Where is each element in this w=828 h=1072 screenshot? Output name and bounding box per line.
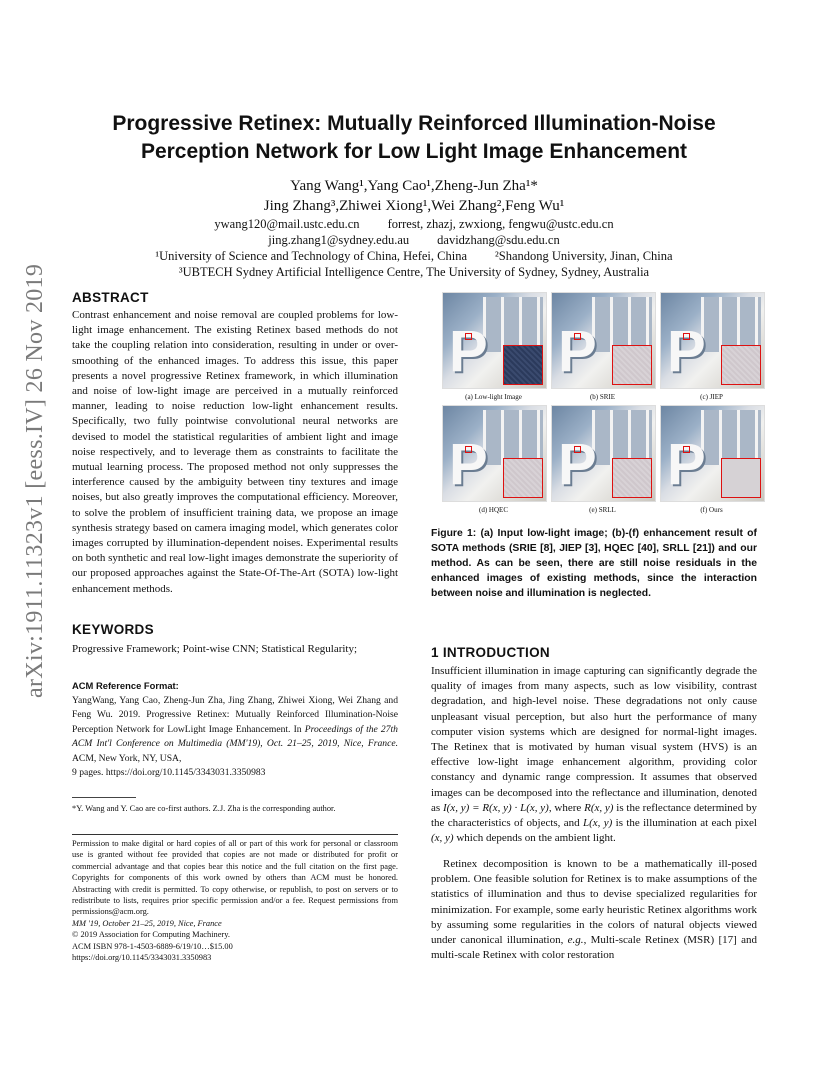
figure-image-srie: P xyxy=(551,292,656,389)
title-line-2: Perception Network for Low Light Image Enhancement xyxy=(140,140,688,163)
acm-reference-authors: YangWang, Yang Cao, Zheng-Jun Zha, Jing Zhang, Zhiwei Xiong, Wei Zhang and Feng Wu. 2019. Progressive Retinex: Mutually Reinforced Illumination-Noise Perception Network for LowLight Image Enhancement. In xyxy=(72,695,398,735)
figure-label-f: (f) Ours xyxy=(700,506,723,514)
authors-line-2: Jing Zhang³,Zhiwei Xiong¹,Wei Zhang²,Feng Wu¹ xyxy=(263,198,565,214)
figure-panel-d xyxy=(442,405,545,516)
figure-row-2 xyxy=(442,405,768,516)
figure-panel-c xyxy=(660,292,763,403)
paper-title xyxy=(60,110,768,166)
authors-line-1: Yang Wang¹,Yang Cao¹,Zheng-Jun Zha¹* xyxy=(290,178,538,194)
permission-rule xyxy=(72,834,398,835)
permission-venue: MM '19, October 21–25, 2019, Nice, France xyxy=(72,918,222,928)
figure-row-1 xyxy=(442,292,768,403)
email-jzhang: jing.zhang1@sydney.edu.au xyxy=(268,233,410,247)
keywords-heading: KEYWORDS xyxy=(72,622,154,637)
email-dzhang: davidzhang@sdu.edu.cn xyxy=(437,233,560,247)
figure-image-low-light: P xyxy=(442,292,547,389)
permission-isbn: ACM ISBN 978-1-4503-6889-6/19/10…$15.00 xyxy=(72,941,233,951)
emails-line-2 xyxy=(70,232,758,248)
footnote-rule xyxy=(72,797,136,798)
abstract-heading: ABSTRACT xyxy=(72,290,149,305)
keywords-text: Progressive Framework; Point-wise CNN; Statistical Regularity; xyxy=(72,643,358,655)
affiliations xyxy=(60,248,768,280)
figure-label-c: (c) JIEP xyxy=(700,393,723,401)
affiliation-line-2: ³UBTECH Sydney Artificial Intelligence Centre, The University of Sydney, Sydney, Australia xyxy=(178,265,650,279)
email-ustc-group: forrest, zhazj, zwxiong, fengwu@ustc.edu.cn xyxy=(387,217,614,231)
introduction-paragraph-1: Insufficient illumination in image capturing can significantly degrade the quality of images from many aspects, such as low visibility, contrast degradation, and high-level noise. These degradations not only cause unpleasant visual perception, but also hurt the performance of many computer vision systems which are designed for normal-light images. The Retinex that is motivated by human visual system (HVS) is an effective low-light image enhancement algorithm, providing color constancy and dynamic range compression. It assumes that observed images can be decomposed into the reflectance and illumination, denoted as I(x, y) = R(x, y) · L(x, y), where R(x, y) is the reflectance determined by the characteristics of objects, and L(x, y) is the illumination at each pixel (x, y) which depends on the ambient light. xyxy=(431,665,757,845)
permission-text: Permission to make digital or hard copies of all or part of this work for personal or classroom use is granted without fee provided that copies are not made or distributed for profit or commercial advantage and that copies bear this notice and the full citation on the first page. Copyrights for components of this work owned by others than ACM must be honored. Abstracting with credit is permitted. To copy otherwise, or republish, to post on servers or to redistribute to lists, requires prior specific permission and/or a fee. Request permissions from permissions@acm.org. xyxy=(72,839,398,917)
figure-panel-e xyxy=(551,405,654,516)
abstract-text: Contrast enhancement and noise removal are coupled problems for low-light image enhancement. The existing Retinex based methods do not take the coupling relation into consideration, resulting in under or over-smoothing of the enhanced images. To address this issue, this paper presents a novel progressive Retinex framework, in which illumination and noise of low-light image are perceived in a mutually reinforced manner, leading to noise reduction low-light enhancement results. Specifically, two fully pointwise convolutional neural networks are devised to model the statistical regularities of ambient light and image noise respectively, and to leverage them as constraints to facilitate the mutual learning process. The proposed method not only suppresses the interference caused by the ambiguity between tiny textures and image noises, but also greatly improves the computational efficiency. Moreover, to solve the problem of insufficient training data, we propose an image synthesis strategy based on camera imaging model, which generates color images corrupted by illumination-dependent noises. Experimental results on both synthetic and real low-light images demonstrate the superiority of our proposed approaches against the State-Of-The-Art (SOTA) low-light enhancement methods. xyxy=(72,309,398,595)
introduction-paragraph-2: Retinex decomposition is known to be a mathematically ill-posed problem. One feasible solution for Retinex is to make assumptions of the statistics of illumination and thus to devise specialized regularities for minimization. For example, some early heuristic Retinex algorithms work by assuming some regularities in the colors of natural objects viewed under canonical illumination, e.g., Multi-scale Retinex (MSR) [17] and multi-scale Retinex with color restoration xyxy=(431,858,757,962)
acm-reference-proceedings: Proceedings of the 27th ACM Int'l Conference on Multimedia (MM'19), Oct. 21–25, 2019, Nice, France. xyxy=(72,723,398,750)
affiliation-ustc: ¹University of Science and Technology of China, Hefei, China xyxy=(155,249,467,263)
figure-panel-f xyxy=(660,405,763,516)
permission-copyright: © 2019 Association for Computing Machinery. xyxy=(72,930,230,940)
figure-1 xyxy=(442,292,768,516)
figure-label-d: (d) HQEC xyxy=(479,506,508,514)
author-emails xyxy=(70,216,758,248)
author-list xyxy=(70,176,758,216)
figure-label-a: (a) Low-light Image xyxy=(465,393,522,401)
acm-reference-pages-doi: 9 pages. https://doi.org/10.1145/3343031.3350983 xyxy=(72,767,266,779)
permission-notice xyxy=(72,838,398,963)
acm-reference-text xyxy=(72,694,398,780)
affiliation-line-1 xyxy=(60,248,768,264)
figure-caption: Figure 1: (a) Input low-light image; (b)-(f) enhancement result of SOTA methods (SRIE [8], JIEP [3], HQEC [40], SRLL [21]) and our method. As can be seen, there are still noise residuals in the enhanced images of existing methods, since the interaction between noise and illumination is neglected. xyxy=(431,528,757,599)
arxiv-identifier: arXiv:1911.11323v1 [eess.IV] 26 Nov 2019 xyxy=(22,263,48,698)
figure-label-b: (b) SRIE xyxy=(589,393,616,401)
email-ywang: ywang120@mail.ustc.edu.cn xyxy=(214,217,360,231)
figure-image-jiep: P xyxy=(660,292,765,389)
retinex-equation: I(x, y) = R(x, y) · L(x, y) xyxy=(442,801,549,814)
emails-line-1 xyxy=(70,216,758,232)
figure-image-hqec: P xyxy=(442,405,547,502)
footnote-text: *Y. Wang and Y. Cao are co-first authors. Z.J. Zha is the corresponding author. xyxy=(72,804,336,813)
title-line-1: Progressive Retinex: Mutually Reinforced Illumination-Noise xyxy=(112,112,716,135)
figure-image-ours: P xyxy=(660,405,765,502)
figure-panel-b xyxy=(551,292,654,403)
acm-reference-heading: ACM Reference Format: xyxy=(72,680,179,691)
introduction-heading: 1 INTRODUCTION xyxy=(431,645,550,660)
permission-doi: https://doi.org/10.1145/3343031.3350983 xyxy=(72,953,212,963)
figure-image-srll: P xyxy=(551,405,656,502)
affiliation-shandong: ²Shandong University, Jinan, China xyxy=(495,249,673,263)
acm-reference-publisher: ACM, New York, NY, USA, xyxy=(72,752,182,764)
figure-label-e: (e) SRLL xyxy=(589,506,616,514)
figure-panel-a xyxy=(442,292,545,403)
